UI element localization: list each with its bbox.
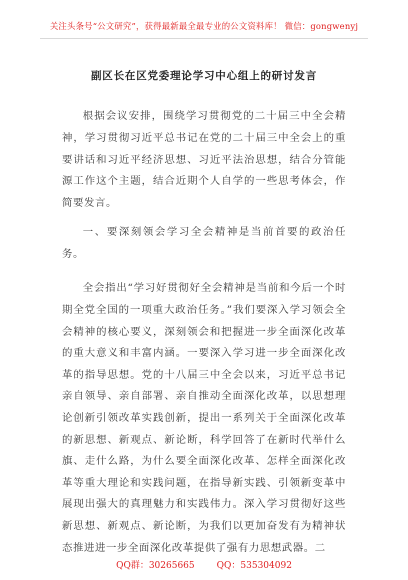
header-promo-text: 关注头条号“公文研究”，获得最新最全最专业的公文资料库！ 微信：gongwenyj	[49, 21, 359, 31]
footer-contact	[0, 558, 408, 571]
section-heading-1: 一、要深刻领会学习全会精神是当前首要的政治任务。	[62, 226, 346, 260]
footer-qq-group: QQ群：30265665	[116, 561, 195, 571]
paragraph-intro: 根据会议安排，围绕学习贯彻党的二十届三中全会精神，学习贯彻习近平总书记在党的二十届三中全会上的重要讲话和习近平经济思想、习近平法治思想，结合分管能源工作这个主题，结合近期个人自学的一些思考体会，作简要发言。	[62, 110, 346, 209]
document-title: 副区长在区党委理论学习中心组上的研讨发言	[91, 70, 317, 82]
header-divider	[40, 38, 368, 39]
footer-qq: QQ：535304092	[216, 561, 292, 571]
paragraph-body: 全会指出“学习好贯彻好全会精神是当前和今后一个时期全党全国的一项重大政治任务。”我们要深入学习领会全会精神的核心要义，深刻领会和把握进一步全面深化改革的重大意义和丰富内涵。一要深入学习进一步全面深化改革的指导思想。党的十八届三中全会以来，习近平总书记亲自领导、亲自部署、亲自推动全面深化改革，以思想理论创新引领改革实践创新，提出一系列关于全面深化改革的新思想、新观点、新论断，科学回答了在新时代举什么旗、走什么路，为什么要全面深化改革、怎样全面深化改革等重大理论和实践问题，在指导新实践、引领新变革中展现出强大的真理魅力和实践伟力。深入学习贯彻好这些新思想、新观点、新论断，为我们以更加奋发有为精神状态推进进一步全面深化改革提供了强有力思想武器。二	[62, 282, 346, 554]
